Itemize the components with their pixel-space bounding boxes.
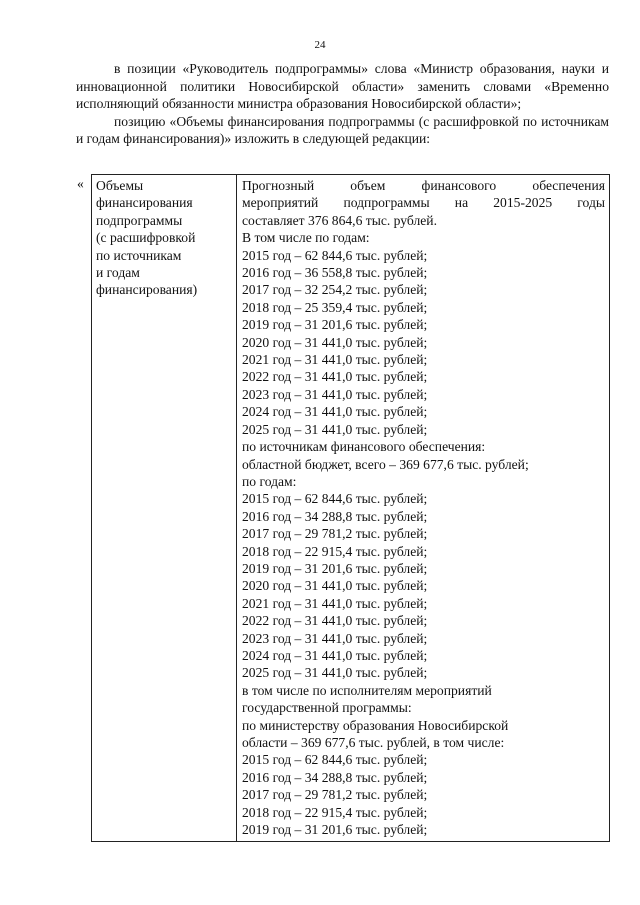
financing-line: государственной программы: — [242, 700, 412, 716]
financing-line: 2015 год – 62 844,6 тыс. рублей; — [242, 247, 428, 263]
financing-line: 2018 год – 25 359,4 тыс. рублей; — [242, 299, 428, 315]
financing-line: 2017 год – 29 781,2 тыс. рублей; — [242, 787, 428, 803]
position-name-cell — [96, 177, 234, 299]
financing-line: 2022 год – 31 441,0 тыс. рублей; — [242, 613, 428, 629]
financing-line: по министерству образования Новосибирской — [242, 717, 509, 733]
column-divider — [236, 175, 237, 841]
financing-line: 2019 год – 31 201,6 тыс. рублей; — [242, 560, 428, 576]
financing-line: 2019 год – 31 201,6 тыс. рублей; — [242, 317, 428, 333]
financing-line: 2022 год – 31 441,0 тыс. рублей; — [242, 369, 428, 385]
financing-line: по источникам финансового обеспечения: — [242, 439, 486, 455]
financing-heading-line: Прогнозный объем финансового обеспечения — [242, 178, 605, 193]
financing-line: 2016 год – 36 558,8 тыс. рублей; — [242, 265, 428, 281]
financing-line: 2025 год – 31 441,0 тыс. рублей; — [242, 665, 428, 681]
financing-line: 2024 год – 31 441,0 тыс. рублей; — [242, 647, 428, 663]
financing-line: области – 369 677,6 тыс. рублей, в том числе: — [242, 735, 505, 750]
financing-line: 2016 год – 34 288,8 тыс. рублей; — [242, 508, 428, 524]
financing-line: 2023 год – 31 441,0 тыс. рублей; — [242, 386, 428, 402]
financing-line: 2015 год – 62 844,6 тыс. рублей; — [242, 752, 428, 768]
position-name-line: и годам — [96, 265, 140, 281]
financing-line: областной бюджет, всего – 369 677,6 тыс. рублей; — [242, 456, 529, 472]
financing-line: 2025 год – 31 441,0 тыс. рублей; — [242, 421, 428, 437]
page-number: 24 — [314, 39, 326, 51]
financing-line: В том числе по годам: — [242, 230, 370, 246]
financing-line: 2017 год – 29 781,2 тыс. рублей; — [242, 526, 428, 542]
financing-line: 2021 год – 31 441,0 тыс. рублей; — [242, 595, 428, 611]
financing-line: в том числе по исполнителям мероприятий — [242, 682, 492, 698]
financing-line: 2021 год – 31 441,0 тыс. рублей; — [242, 352, 428, 368]
financing-line: 2015 год – 62 844,6 тыс. рублей; — [242, 491, 428, 507]
intro-paragraph-2: позицию «Объемы финансирования подпрограммы (с расшифровкой по источникам и годам финансирования)» изложить в следующей редакции: — [76, 113, 609, 146]
financing-line: 2024 год – 31 441,0 тыс. рублей; — [242, 404, 428, 420]
financing-line: составляет 376 864,6 тыс. рублей. — [242, 212, 437, 228]
financing-details-cell — [242, 177, 605, 838]
position-name-line: финансирования) — [96, 282, 198, 298]
financing-heading-line: мероприятий подпрограммы на 2015-2025 годы — [242, 195, 605, 211]
intro-text — [76, 60, 609, 148]
position-name-line: подпрограммы — [96, 212, 183, 228]
financing-line: 2018 год – 22 915,4 тыс. рублей; — [242, 543, 428, 559]
position-name-line: финансирования — [96, 195, 193, 211]
opening-quote-mark: « — [77, 176, 84, 191]
financing-line: 2018 год – 22 915,4 тыс. рублей; — [242, 804, 428, 820]
position-name-line: по источникам — [96, 247, 182, 263]
intro-paragraph-1: в позиции «Руководитель подпрограммы» слова «Министр образования, науки и инновационной политики Новосибирской области» заменить словами «Временно исполняющий обязанности министра образования Новосибирской области»; — [76, 61, 609, 111]
financing-line: 2023 год – 31 441,0 тыс. рублей; — [242, 630, 428, 646]
position-name-line: (с расшифровкой — [96, 230, 196, 246]
financing-line: 2020 год – 31 441,0 тыс. рублей; — [242, 578, 428, 594]
financing-line: по годам: — [242, 473, 297, 489]
financing-line: 2016 год – 34 288,8 тыс. рублей; — [242, 769, 428, 785]
financing-table — [91, 174, 610, 842]
position-name-line: Объемы — [96, 178, 144, 193]
financing-line: 2020 год – 31 441,0 тыс. рублей; — [242, 334, 428, 350]
financing-line: 2019 год – 31 201,6 тыс. рублей; — [242, 822, 428, 838]
financing-line: 2017 год – 32 254,2 тыс. рублей; — [242, 282, 428, 298]
